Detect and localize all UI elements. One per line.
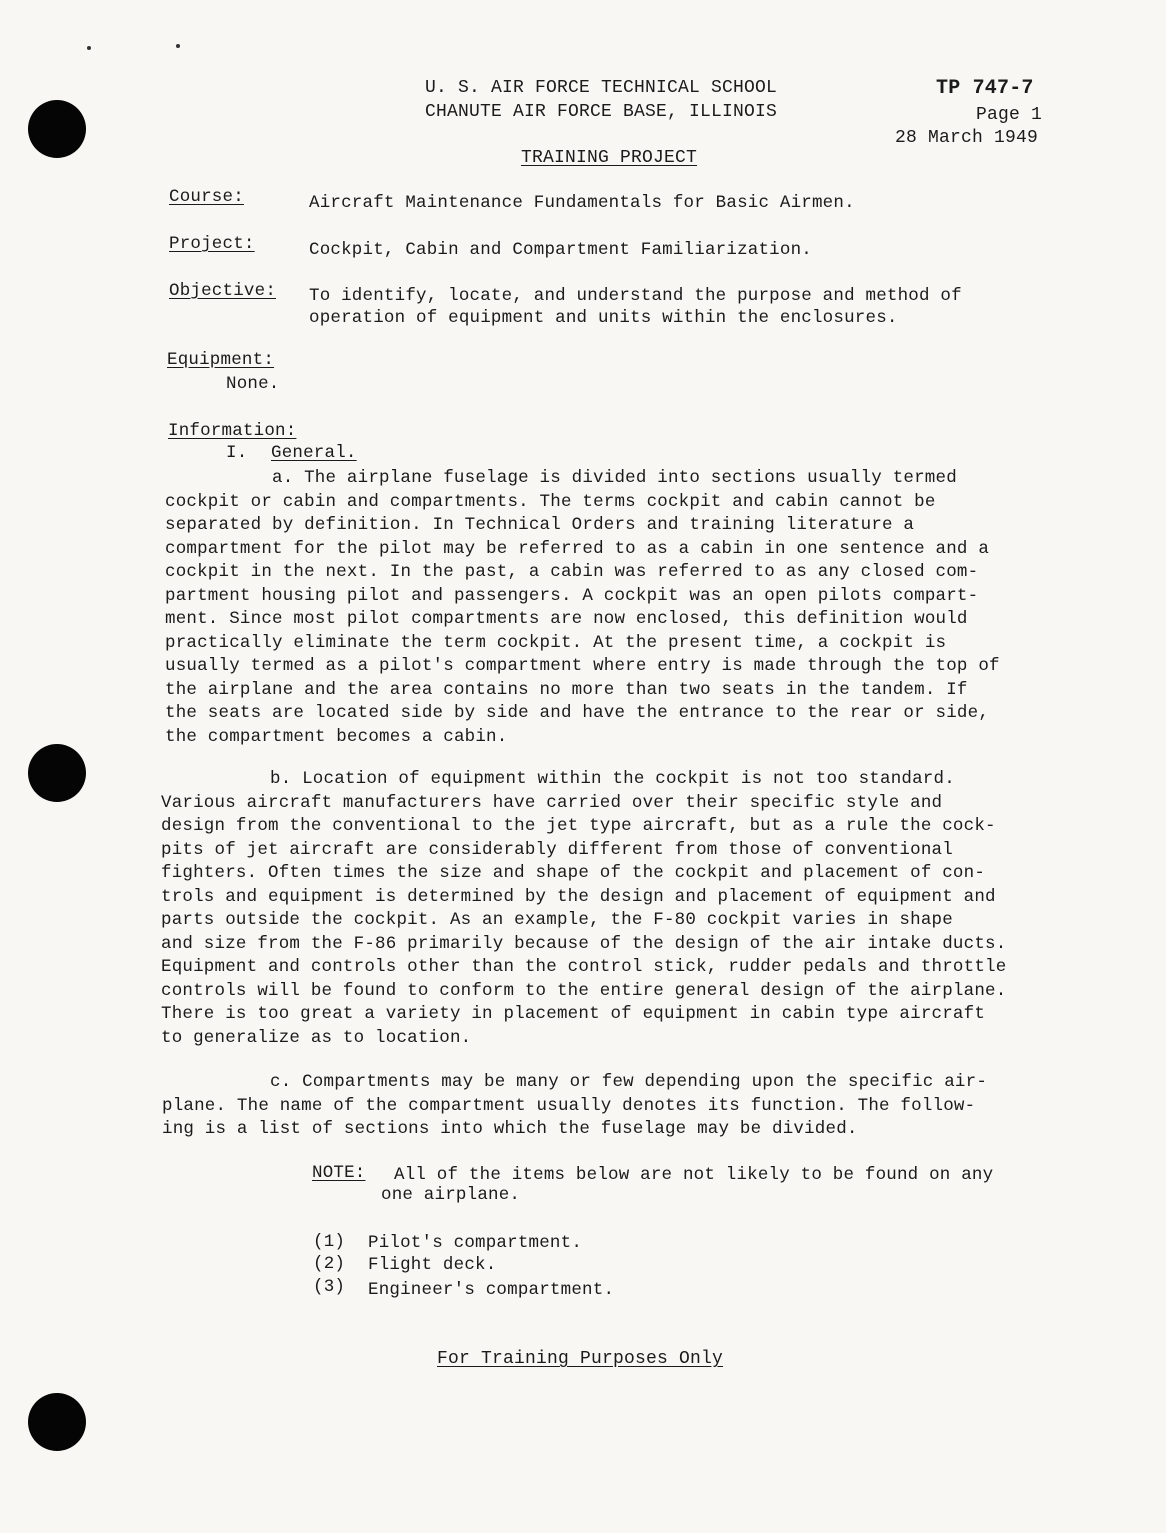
course-value: Aircraft Maintenance Fundamentals for Basic Airmen. xyxy=(309,193,855,213)
note-line-2: one airplane. xyxy=(381,1185,521,1205)
binder-hole-top xyxy=(28,100,86,158)
paragraph-b-line: Various aircraft manufacturers have carried over their specific style and xyxy=(161,792,943,813)
paragraph-b-line: b. Location of equipment within the cockpit is not too standard. xyxy=(270,769,955,789)
document-title: TRAINING PROJECT xyxy=(521,148,698,168)
list-item: Pilot's compartment. xyxy=(368,1233,583,1253)
note-line-1: All of the items below are not likely to be found on any xyxy=(394,1165,994,1185)
objective-line-1: To identify, locate, and understand the purpose and method of xyxy=(309,286,962,306)
list-item-number: (3) xyxy=(313,1277,346,1297)
paragraph-b xyxy=(161,768,1006,1050)
objective-label: Objective: xyxy=(169,281,277,301)
paragraph-c-line: ing is a list of sections into which the fuselage may be divided. xyxy=(162,1119,858,1139)
section-number: I. xyxy=(226,443,248,463)
course-label: Course: xyxy=(169,187,244,207)
paragraph-b-line: trols and equipment is determined by the design and placement of equipment and xyxy=(161,886,996,907)
paragraph-a-line: a. The airplane fuselage is divided into sections usually termed xyxy=(272,468,957,488)
paragraph-a-line: compartment for the pilot may be referred to as a cabin in one sentence and a xyxy=(165,538,990,559)
paragraph-a-line: cockpit or cabin and compartments. The terms cockpit and cabin cannot be xyxy=(165,491,936,512)
paragraph-a-line: ment. Since most pilot compartments are now enclosed, this definition would xyxy=(165,609,968,629)
note-label: NOTE: xyxy=(312,1163,366,1183)
paragraph-a-line: the seats are located side by side and have the entrance to the rear or side, xyxy=(165,703,990,723)
school-name: U. S. AIR FORCE TECHNICAL SCHOOL xyxy=(425,78,778,98)
document-number: TP 747-7 xyxy=(936,77,1034,100)
paragraph-a-line: partment housing pilot and passengers. A cockpit was an open pilots compart- xyxy=(165,585,979,606)
document-date: 28 March 1949 xyxy=(895,128,1039,148)
speck xyxy=(176,44,180,48)
binder-hole-bottom xyxy=(28,1393,86,1451)
speck xyxy=(87,46,91,50)
objective-line-2: operation of equipment and units within the enclosures. xyxy=(309,308,898,328)
paragraph-b-line: to generalize as to location. xyxy=(161,1027,472,1048)
paragraph-b-line: and size from the F-86 primarily because of the design of the air intake ducts. xyxy=(161,933,1007,954)
paragraph-a-line: the airplane and the area contains no more than two seats in the tandem. If xyxy=(165,679,968,700)
list-item: Engineer's compartment. xyxy=(368,1280,615,1300)
paragraph-a-line: usually termed as a pilot's compartment where entry is made through the top of xyxy=(165,656,1000,676)
paragraph-a xyxy=(165,467,1000,749)
paragraph-b-line: design from the conventional to the jet type aircraft, but as a rule the cock- xyxy=(161,816,996,836)
list-item-number: (1) xyxy=(313,1232,346,1252)
paragraph-b-line: parts outside the cockpit. As an example, the F-80 cockpit varies in shape xyxy=(161,910,953,930)
paragraph-a-line: the compartment becomes a cabin. xyxy=(165,726,508,747)
section-title: General. xyxy=(271,443,357,463)
paragraph-a-line: practically eliminate the term cockpit. At the present time, a cockpit is xyxy=(165,632,947,653)
equipment-label: Equipment: xyxy=(167,350,275,370)
paragraph-b-line: fighters. Often times the size and shape of the cockpit and placement of con- xyxy=(161,863,986,883)
paragraph-c xyxy=(162,1071,987,1142)
footer-notice: For Training Purposes Only xyxy=(437,1349,724,1369)
paragraph-c-line: plane. The name of the compartment usually denotes its function. The follow- xyxy=(162,1095,976,1116)
paragraph-b-line: pits of jet aircraft are considerably different from those of conventional xyxy=(161,839,953,860)
page-number: Page 1 xyxy=(976,105,1043,125)
school-location: CHANUTE AIR FORCE BASE, ILLINOIS xyxy=(425,102,778,122)
list-item: Flight deck. xyxy=(368,1255,497,1275)
paragraph-a-line: separated by definition. In Technical Orders and training literature a xyxy=(165,515,915,535)
equipment-value: None. xyxy=(226,374,280,394)
paragraph-b-line: controls will be found to conform to the entire general design of the airplane. xyxy=(161,980,1007,1001)
paragraph-b-line: Equipment and controls other than the control stick, rudder pedals and throttle xyxy=(161,957,1007,977)
binder-hole-middle xyxy=(28,744,86,802)
paragraph-c-line: c. Compartments may be many or few depending upon the specific air- xyxy=(270,1072,988,1092)
project-label: Project: xyxy=(169,234,255,254)
paragraph-b-line: There is too great a variety in placement of equipment in cabin type aircraft xyxy=(161,1004,986,1024)
paragraph-a-line: cockpit in the next. In the past, a cabin was referred to as any closed com- xyxy=(165,562,979,582)
list-item-number: (2) xyxy=(313,1254,346,1274)
project-value: Cockpit, Cabin and Compartment Familiarization. xyxy=(309,240,812,260)
information-label: Information: xyxy=(168,421,297,441)
